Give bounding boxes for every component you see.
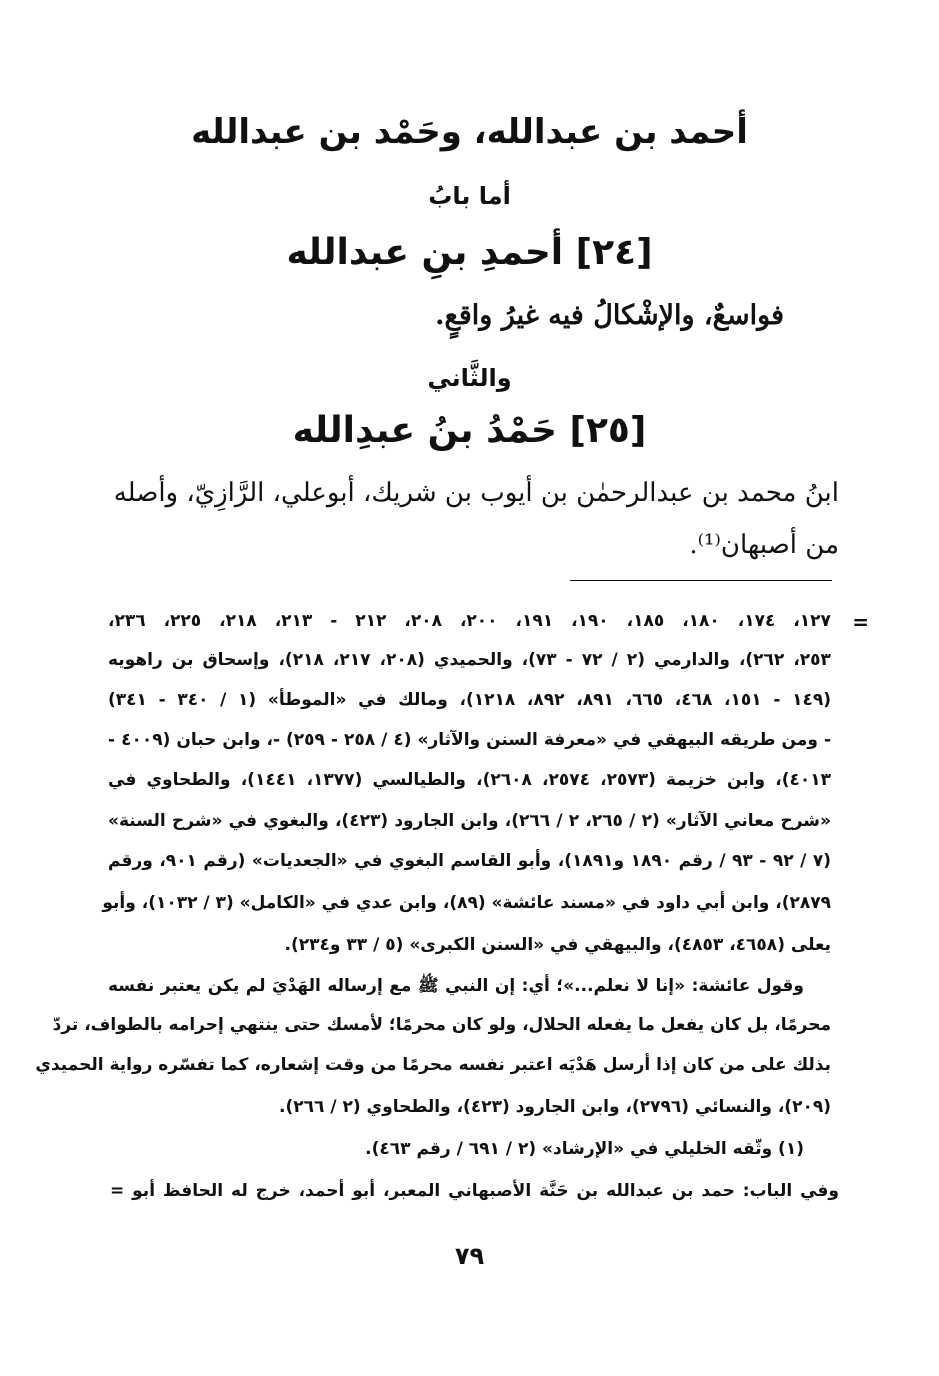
entry-24-text: فواسعٌ، والإشْكالُ فيه غيرُ واقعٍ. [435, 300, 784, 331]
footnote-line: ٢٥٣، ٢٦٢)، والدارمي (٢ / ٧٢ - ٧٣)، والحميدي (٢٠٨، ٢١٧، ٢١٨)، وإسحاق بن راهويه [108, 650, 831, 670]
continuation-mark: = [852, 610, 869, 634]
page-number: ٧٩ [454, 1242, 485, 1270]
footnote-line: وقول عائشة: «إنا لا نعلم...»؛ أي: إن النبي ﷺ مع إرساله الهَدْيَ لم يكن يعتبر نفسه [108, 976, 804, 996]
footnote-line: (٢٠٩)، والنسائي (٢٧٩٦)، وابن الجارود (٤٢٣)، والطحاوي (٢ / ٢٦٦). [279, 1097, 831, 1117]
footnote-line: ٢٨٧٩)، وابن أبي داود في «مسند عائشة» (٨٩)، وابن عدي في «الكامل» (٣ / ١٠٣٢)، وأبو [102, 893, 831, 913]
subheading-first: أما بابُ [428, 182, 511, 210]
footnote-line: (١٤٩ - ١٥١، ٤٦٨، ٦٦٥، ٨٩١، ٨٩٢، ١٢١٨)، ومالك في «الموطأ» (١ / ٣٤٠ - ٣٤١) [108, 690, 831, 710]
footnote-line: - ومن طريقه البيهقي في «معرفة السنن والآثار» (٤ / ٢٥٨ - ٢٥٩) -، وابن حبان (٤٠٠٩ - [108, 730, 831, 750]
footnote-line: (٧ / ٩٢ - ٩٣ / رقم ١٨٩٠ و١٨٩١)، وأبو القاسم البغوي في «الجعديات» (رقم ٩٠١، ورقم [108, 851, 831, 871]
entry-25-bio-line-2: من أصبهان⁽¹⁾. [689, 530, 839, 560]
page-title: أحمد بن عبدالله، وحَمْد بن عبدالله [191, 112, 748, 152]
footnote-line: ٤٠١٣)، وابن خزيمة (٢٥٧٣، ٢٥٧٤، ٢٦٠٨)، والطيالسي (١٣٧٧، ١٤٤١)، والطحاوي في [108, 770, 831, 790]
entry-24-heading: [٢٤] أحمدِ بنِ عبدالله [286, 232, 653, 273]
footnote-1: (١) وثّقه الخليلي في «الإرشاد» (٢ / ٦٩١ / رقم ٤٦٣). [365, 1139, 804, 1159]
footnote-line: ١٢٧، ١٧٤، ١٨٠، ١٨٥، ١٩٠، ١٩١، ٢٠٠، ٢٠٨، ٢١٢ - ٢١٣، ٢١٨، ٢٢٥، ٢٣٦، [108, 611, 831, 631]
footnote-line: «شرح معاني الآثار» (٢ / ٢٦٥، ٢ / ٢٦٦)، وابن الجارود (٤٢٣)، والبغوي في «شرح السنة» [108, 811, 831, 831]
footnote-line: بذلك على من كان إذا أرسل هَدْيَه اعتبر نفسه محرمًا من وقت إشعاره، كما تفسّره رواية الحميدي [35, 1055, 831, 1075]
footnote-see-also: وفي الباب: حمد بن عبدالله بن حَنَّة الأصبهاني المعبر، أبو أحمد، خرج له الحافظ أبو = [110, 1181, 839, 1201]
entry-25-heading: [٢٥] حَمْدُ بنُ عبدِالله [292, 410, 647, 451]
footnote-line: محرمًا، بل كان يفعل ما يفعله الحلال، ولو كان محرمًا؛ لأمسك حتى ينتهي إحرامه بالطواف، تردّ [52, 1015, 831, 1035]
footnote-line: يعلى (٤٦٥٨، ٤٨٥٣)، والبيهقي في «السنن الكبرى» (٥ / ٣٣ و٢٣٤). [284, 935, 831, 955]
entry-25-bio-line-1: ابنُ محمد بن عبدالرحمٰن بن أيوب بن شريك، أبوعلي، الرَّازِيّ، وأصله [113, 478, 839, 508]
subheading-second: والثَّاني [427, 364, 512, 392]
footnote-separator [570, 580, 832, 581]
